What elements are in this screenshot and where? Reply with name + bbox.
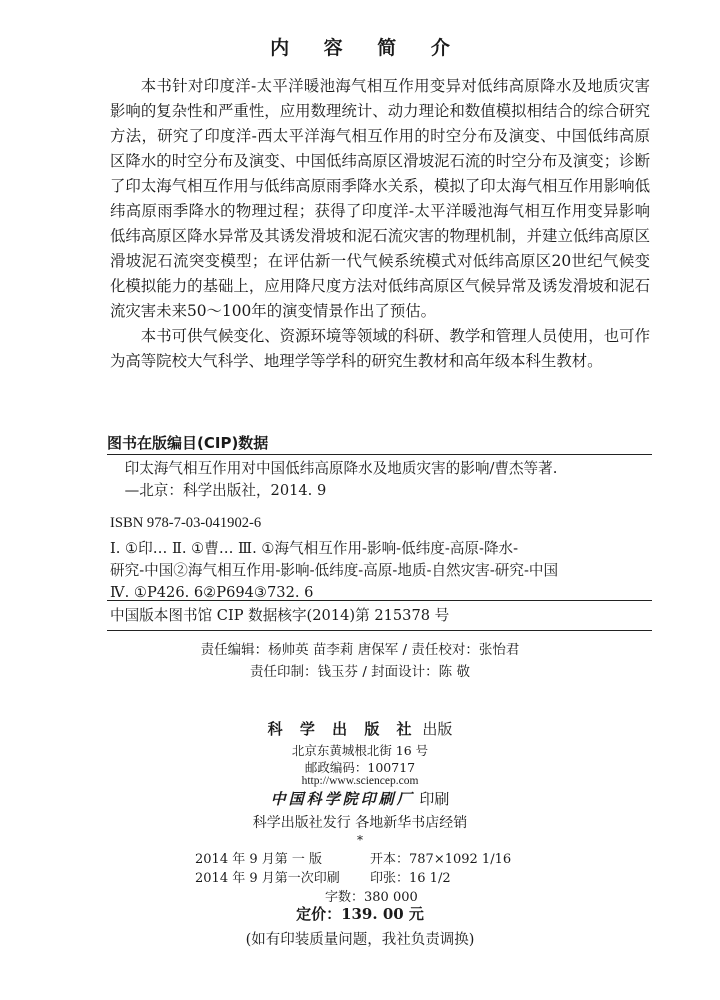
printing: 2014 年 9 月第一次印刷 [195,871,340,886]
publisher-line [0,718,720,739]
cip-title-line: 印太海气相互作用对中国低纬高原降水及地质灾害的影响/曹杰等著. [124,460,558,477]
summary-section [110,74,650,374]
postcode: 邮政编码：100717 [304,760,416,775]
divider [107,630,652,631]
divider [107,454,652,455]
quality-note: (如有印装质量问题，我社负责调换) [245,932,475,948]
word-count: 字数：380 000 [325,890,418,905]
edition: 2014 年 9 月第 一 版 [195,852,323,867]
classification-line: Ⅰ. ①印… Ⅱ. ①曹… Ⅲ. ①海气相互作用-影响-低纬度-高原-降水- [110,540,519,557]
classification-line: Ⅳ. ①P426. 6②P694③732. 6 [110,584,314,601]
sheets: 印张：16 1/2 [370,871,451,886]
page-title: 内 容 简 介 [270,37,464,59]
divider [107,600,652,601]
publisher-suffix: 出版 [422,720,453,738]
price: 定价：139. 00 元 [296,905,424,923]
cip-number: 中国版本图书馆 CIP 数据核字(2014)第 215378 号 [110,607,450,624]
summary-paragraph-2: 本书可供气候变化、资源环境等领域的科研、教学和管理人员使用，也可作为高等院校大气科学、地理学等学科的研究生教材和高年级本科生教材。 [110,327,650,370]
publisher-name: 科 学 出 版 社 [267,720,418,738]
publisher-address: 北京东黄城根北街 16 号 [291,743,429,758]
isbn: ISBN 978-7-03-041902-6 [110,515,262,531]
print-credits: 责任印制：钱玉芬 / 封面设计：陈 敬 [250,664,470,680]
printer-name: 中国科学院印刷厂 [270,790,415,808]
editor-credits: 责任编辑：杨帅英 苗李莉 唐保军 / 责任校对：张怡君 [200,642,520,658]
book-specs [195,850,535,907]
cip-classification [110,538,650,604]
distribution: 科学出版社发行 各地新华书店经销 [252,815,468,831]
printer-suffix: 印刷 [419,790,450,808]
cip-publisher-line: —北京：科学出版社，2014. 9 [124,482,327,499]
format: 开本：787×1092 1/16 [370,852,512,867]
cip-book-title [110,458,650,502]
website: http://www.sciencep.com [301,775,419,787]
classification-line: 研究-中国②海气相互作用-影响-低纬度-高原-地质-自然灾害-研究-中国 [110,562,559,579]
summary-paragraph-1: 本书针对印度洋-太平洋暖池海气相互作用变异对低纬高原降水及地质灾害影响的复杂性和严重性，应用数理统计、动力理论和数值模拟相结合的综合研究方法，研究了印度洋-西太平洋海气相互作用的时空分布及演变、中国低纬高原区降水的时空分布及演变、中国低纬高原区滑坡泥石流的时空分布及演变；诊断了印太海气相互作用与低纬高原雨季降水关系，模拟了印太海气相互作用影响低纬高原雨季降水的物理过程；获得了印度洋-太平洋暖池海气相互作用变异影响低纬高原区降水异常及其诱发滑坡和泥石流灾害的物理机制，并建立低纬高原区滑坡泥石流突变模型；在评估新一代气候系统模式对低纬高原区20世纪气候变化模拟能力的基础上，应用降尺度方法对低纬高原区气候异常及诱发滑坡和泥石流灾害未来50～100年的演变情景作出了预估。 [110,77,650,320]
printer-line [0,788,720,809]
separator-star: * [357,833,363,847]
cip-heading: 图书在版编目(CIP)数据 [107,434,269,452]
